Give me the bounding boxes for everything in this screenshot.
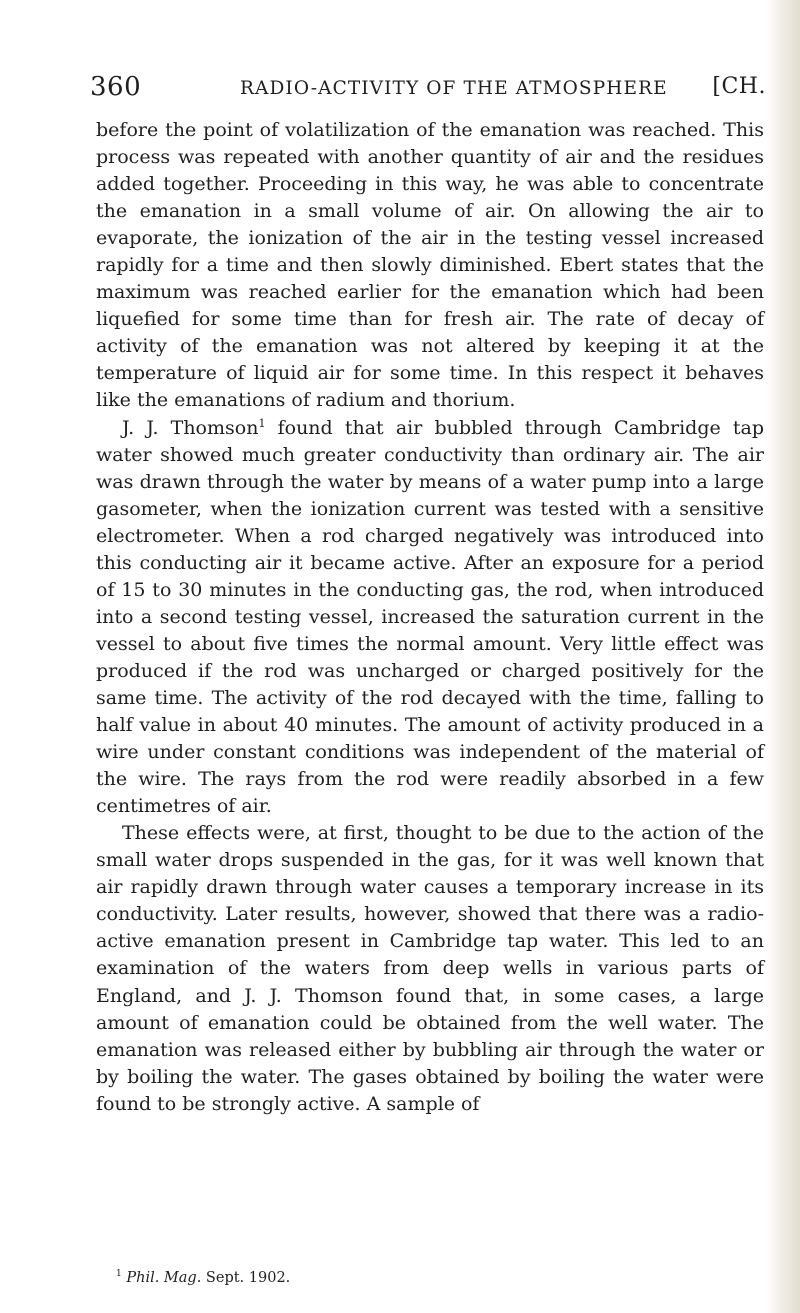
footnote-reference[interactable]: 1: [258, 416, 266, 430]
page-header: [90, 72, 766, 106]
page-edge-shadow: [766, 0, 800, 1313]
footnote: [116, 1269, 756, 1287]
footnote-date: Sept. 1902.: [201, 1270, 291, 1286]
paragraph-1: before the point of volatilization of the emanation was reached. This process was repeated with another quantity of air and the residues added together. Proceeding in this way, he was able to concentrate the emanation in a small volume of air. On allowing the air to evaporate, the ionization of the air in the testing vessel increased rapidly for a time and then slowly diminished. Ebert states that the maximum was reached earlier for the emanation which had been liquefied for some time than for fresh air. The rate of decay of activity of the emanation was not altered by keeping it at the temperature of liquid air for some time. In this respect it behaves like the emanations of radium and thorium.: [96, 119, 764, 412]
paragraph-2-lead: J. J. Thomson: [122, 416, 259, 439]
paragraph-2: [96, 415, 764, 821]
footnote-journal: Phil. Mag.: [126, 1270, 202, 1286]
running-title: RADIO-ACTIVITY OF THE ATMOSPHERE: [240, 78, 668, 99]
paragraph-3: These effects were, at first, thought to be due to the action of the small water drops suspended in the gas, for it was well known that air rapidly drawn through water causes a temporary increase in its conductivity. Later results, however, showed that there was a radio-active emanation present in Cambridge tap water. This led to an examination of the waters from deep wells in various parts of England, and J. J. Thomson found that, in some cases, a large amount of emanation could be obtained from the well water. The emanation was released either by bubbling air through the water or by boiling the water. The gases obtained by boiling the water were found to be strongly active. A sample of: [96, 822, 764, 1115]
footnote-marker: 1: [116, 1269, 122, 1279]
chapter-mark: [CH.: [712, 74, 766, 99]
body-text: [96, 117, 764, 1118]
page-number: 360: [90, 72, 142, 102]
paragraph-2-body: found that air bubbled through Cambridge tap water showed much greater conductivity than ordinary air. The air was drawn through the water by means of a water pump into a large gasometer, when the ionization current was tested with a sensitive electrometer. When a rod charged negatively was introduced into this conducting air it became active. After an exposure for a period of 15 to 30 minutes in the conducting gas, the rod, when introduced into a second testing vessel, increased the saturation current in the vessel to about five times the normal amount. Very little effect was produced if the rod was uncharged or charged positively for the same time. The activity of the rod decayed with the time, falling to half value in about 40 minutes. The amount of activity produced in a wire under constant conditions was independent of the material of the wire. The rays from the rod were readily absorbed in a few centimetres of air.: [96, 416, 765, 818]
